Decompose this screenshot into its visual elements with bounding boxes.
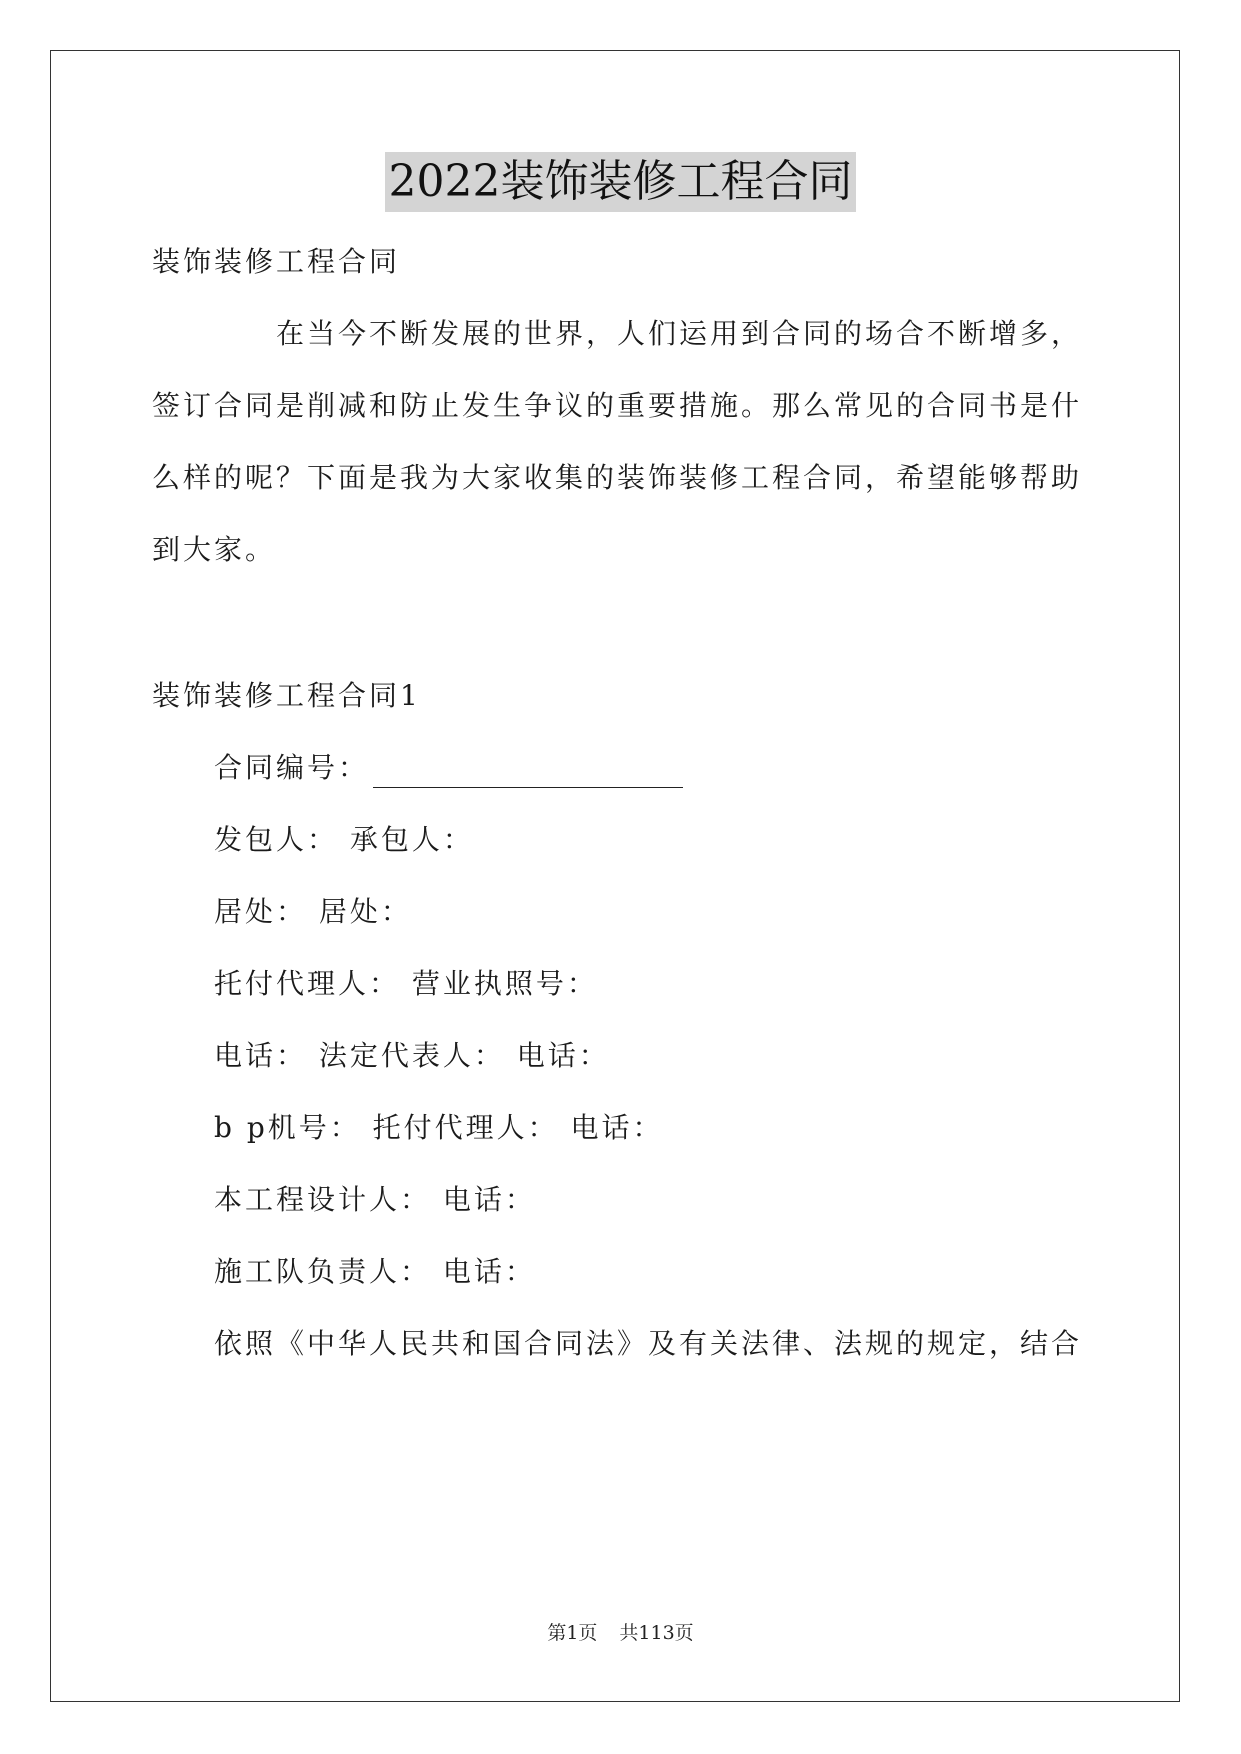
field-line-employer: 发包人： 承包人：: [214, 823, 474, 856]
intro-line-1: 在当今不断发展的世界，人们运用到合同的场合不断增多，: [276, 317, 1083, 350]
field-line-designer: 本工程设计人： 电话：: [214, 1183, 536, 1216]
page-total: 共113页: [619, 1622, 694, 1644]
contract-number-row: [214, 748, 683, 788]
closing-line: 依照《中华人民共和国合同法》及有关法律、法规的规定，结合: [214, 1327, 1083, 1360]
page-number: 第1页: [547, 1622, 598, 1644]
contract-number-label: 合同编号：: [214, 751, 370, 784]
section-heading: 装饰装修工程合同1: [152, 679, 421, 712]
document-title: 2022装饰装修工程合同: [385, 152, 857, 212]
intro-line-2: 签订合同是削减和防止发生争议的重要措施。那么常见的合同书是什: [152, 389, 1083, 422]
field-line-foreman: 施工队负责人： 电话：: [214, 1255, 536, 1288]
page-border: [50, 50, 1180, 1702]
title-wrap: [0, 152, 1241, 212]
intro-line-4: 到大家。: [152, 533, 277, 566]
field-line-agent: 托付代理人： 营业执照号：: [214, 967, 598, 1000]
intro-line-3: 么样的呢？下面是我为大家收集的装饰装修工程合同，希望能够帮助: [152, 461, 1083, 494]
document-subtitle: 装饰装修工程合同: [152, 245, 401, 278]
contract-number-blank: [373, 757, 683, 788]
page-footer: [0, 1620, 1241, 1646]
field-line-phone: 电话： 法定代表人： 电话：: [214, 1039, 610, 1072]
field-line-pager: b p机号： 托付代理人： 电话：: [214, 1111, 664, 1144]
field-line-address: 居处： 居处：: [214, 895, 412, 928]
